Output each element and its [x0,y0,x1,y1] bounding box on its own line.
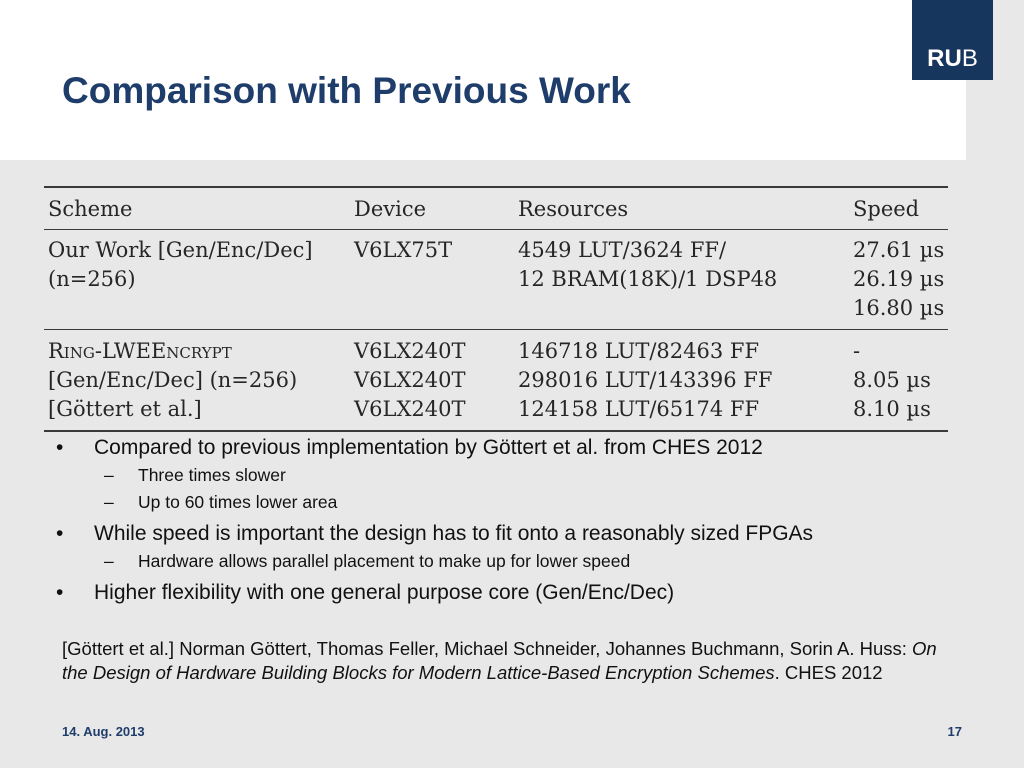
our-work-speed: 27.61 µs [853,238,945,262]
our-work-device-cell [354,236,518,323]
previous-scheme-line: [Göttert et al.] [48,397,202,421]
previous-device-cell [354,337,518,424]
previous-resources: 298016 LUT/143396 FF [518,368,773,392]
previous-scheme-cell [44,337,354,424]
footer-date: 14. Aug. 2013 [62,724,145,739]
our-work-speed-cell [853,236,948,323]
sub-bullet-item: – Three times slower [52,462,972,489]
header-resources: Resources [518,197,629,221]
previous-device: V6LX240T [354,339,466,363]
bullet-item: • While speed is important the design has to fit onto a reasonably sized FPGAs [52,520,972,548]
our-work-scheme-line: Our Work [Gen/Enc/Dec] [48,238,313,262]
our-work-resources-line: 12 BRAM(18K)/1 DSP48 [518,267,778,291]
page-number: 17 [947,724,962,739]
our-work-scheme-cell [44,236,354,323]
previous-resources-cell [518,337,853,424]
reference-citation [62,637,962,685]
previous-scheme-line: [Gen/Enc/Dec] (n=256) [48,368,298,392]
bullet-list [52,434,972,607]
previous-speed: - [853,339,861,363]
table-row-our-work [44,230,948,329]
header-speed: Speed [853,197,920,221]
logo-text-bold: RU [927,45,962,72]
header-device: Device [354,197,427,221]
header-scheme: Scheme [48,197,133,221]
bullet-item: • Higher flexibility with one general purpose core (Gen/Enc/Dec) [52,579,972,607]
previous-speed: 8.10 µs [853,397,931,421]
slide-title: Comparison with Previous Work [62,70,631,111]
previous-resources: 146718 LUT/82463 FF [518,339,760,363]
our-work-device: V6LX75T [354,238,453,262]
table-row-previous-work [44,330,948,430]
logo-text-light: B [961,45,978,72]
our-work-speed: 16.80 µs [853,296,945,320]
rub-logo [912,0,993,80]
reference-prefix: [Göttert et al.] Norman Göttert, Thomas Feller, Michael Schneider, Johannes Buchmann, Sorin A. Huss: [62,638,913,659]
previous-resources: 124158 LUT/65174 FF [518,397,760,421]
previous-speed: 8.05 µs [853,368,931,392]
previous-scheme-line: Ring-LWEEncrypt [48,339,232,363]
sub-bullet-item: – Up to 60 times lower area [52,489,972,516]
our-work-speed: 26.19 µs [853,267,945,291]
comparison-table [44,186,948,432]
bullet-item: • Compared to previous implementation by Göttert et al. from CHES 2012 [52,434,972,462]
reference-suffix: . CHES 2012 [774,662,883,683]
our-work-resources-cell [518,236,853,323]
previous-device: V6LX240T [354,397,466,421]
our-work-scheme-line: (n=256) [48,267,136,291]
previous-device: V6LX240T [354,368,466,392]
our-work-resources-line: 4549 LUT/3624 FF/ [518,238,727,262]
sub-bullet-item: – Hardware allows parallel placement to make up for lower speed [52,548,972,575]
reference-title: On the Design of Hardware Building Blocks for Modern Lattice-Based Encryption Schemes [62,638,937,683]
previous-speed-cell [853,337,948,424]
table-bottom-rule [44,430,948,432]
table-header-row [44,188,948,229]
